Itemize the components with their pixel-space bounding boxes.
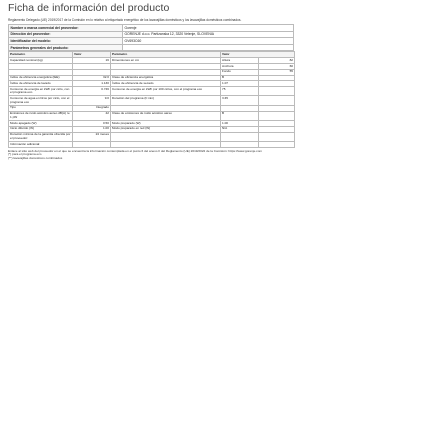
- parameter-cell-c: Índice de eficiencia de secado: [111, 81, 221, 87]
- supplier-key: Identificador del modelo:: [9, 38, 123, 45]
- parameter-cell-d: B: [221, 75, 259, 81]
- parameter-cell-d: 1.00: [221, 120, 259, 126]
- parameter-cell-c: Duración del programa (h:min): [111, 96, 221, 105]
- parameter-cell-b: [73, 141, 111, 147]
- parameter-cell-d: Anchura: [221, 63, 259, 69]
- parameter-cell-d: N/A: [221, 126, 259, 132]
- page-title: Ficha de información del producto: [8, 2, 170, 14]
- parameter-cell-b: 0.50: [73, 120, 111, 126]
- parameter-cell-b: 32.0: [73, 75, 111, 81]
- parameter-cell-a: Inicio diferido (W): [9, 126, 73, 132]
- parameter-row: [9, 87, 295, 96]
- footer-line: Enlace al sitio web del proveedor en el que se encuentra la información contemplada en el punto 6 del anexo II del Reglamento (UE) 2019/2022 de la Comisión: https://www.gorenje.com: [8, 148, 263, 153]
- parameter-cell-b: Integrado: [73, 105, 111, 111]
- supplier-key: Parámetros generales del producto:: [9, 44, 123, 51]
- parameter-cell-c: Clase de emisiones de ruido acústico aéreo: [111, 111, 221, 120]
- header-value-2: Valor: [221, 52, 295, 58]
- parameter-cell-d: B: [221, 111, 259, 120]
- parameter-cell-b: 1.130: [73, 81, 111, 87]
- parameter-cell-a: Tipo: [9, 105, 73, 111]
- supplier-key: Dirección del proveedor:: [9, 31, 123, 38]
- parameter-cell-b: 9.0: [73, 96, 111, 105]
- supplier-value: GORENJE d.o.o. Partizanska 12, 3320 Velenje, SLOVENIA: [123, 31, 294, 38]
- parameter-cell-e: 60: [259, 63, 295, 69]
- parameter-cell-c: [111, 141, 221, 147]
- parameter-row: [9, 141, 295, 147]
- footer-line: (*) para el programa eco: [8, 152, 42, 157]
- parameter-cell-e: [259, 132, 295, 141]
- supplier-value: [123, 44, 294, 51]
- intro-text: Reglamento Delegado (UE) 2019/2017 de la Comisión en lo relativo al etiquetado energético de los lavavajillas domésticos y los lavavajillas domésticos combinados.: [8, 18, 242, 22]
- parameter-cell-d: 3:45: [221, 96, 259, 105]
- product-info-sheet: [8, 0, 430, 161]
- parameter-cell-a: Información adicional:: [9, 141, 73, 147]
- supplier-row: [9, 44, 294, 51]
- header-value-1: Valor: [73, 52, 111, 58]
- parameter-cell-b: 24 meses: [73, 132, 111, 141]
- parameter-cell-d: Fondo: [221, 69, 259, 75]
- parameter-cell-e: [259, 96, 295, 105]
- parameter-cell-d: [221, 132, 259, 141]
- parameter-cell-b: 0.746: [73, 87, 111, 96]
- parameter-cell-c: Consumo de energía en kWh por 100 ciclos, con el programa eco: [111, 87, 221, 96]
- parameter-cell-d: 1.07: [221, 81, 259, 87]
- supplier-row: [9, 31, 294, 38]
- parameter-cell-e: [259, 141, 295, 147]
- footer-notes: [8, 150, 294, 161]
- parameter-cell-a: Capacidad nominal (kg): [9, 58, 73, 64]
- parameter-cell-e: 82: [259, 58, 295, 64]
- parameter-cell-d: [221, 141, 259, 147]
- parameter-cell-c: Dimensiones en cm: [111, 58, 221, 64]
- parameter-cell-a: Consumo de agua en litros por ciclo, con el programa eco: [9, 96, 73, 105]
- parameter-cell-d: Altura: [221, 58, 259, 64]
- footer-line: (**) lavavajillas domésticos combinados: [8, 156, 63, 161]
- parameter-row: [9, 111, 295, 120]
- parameters-table: [8, 51, 295, 147]
- parameter-cell-b: 42: [73, 111, 111, 120]
- parameter-row: [9, 96, 295, 105]
- parameter-row: [9, 132, 295, 141]
- parameter-cell-e: [259, 87, 295, 96]
- parameter-cell-c: Modo preparado (W): [111, 120, 221, 126]
- supplier-value: Gorenje: [123, 25, 294, 32]
- parameter-cell-c: Clase de eficiencia energética: [111, 75, 221, 81]
- supplier-value: GV693C60: [123, 38, 294, 45]
- parameter-cell-a: Emisiones de ruido acústico aéreo dB(A) re 1 pW: [9, 111, 73, 120]
- supplier-row: [9, 25, 294, 32]
- parameter-cell-a: Índice de eficiencia de lavado: [9, 81, 73, 87]
- parameter-cell-e: 55: [259, 69, 295, 75]
- parameter-cell-b: 1.00: [73, 126, 111, 132]
- parameter-cell-a: Duración mínima de la garantía ofrecida por el proveedor:: [9, 132, 73, 141]
- header-parameter-2: Parámetro: [111, 52, 221, 58]
- supplier-table: [8, 24, 294, 51]
- supplier-row: [9, 38, 294, 45]
- parameter-cell-d: 75: [221, 87, 259, 96]
- parameter-cell-a: Índice de eficiencia energética (IEE): [9, 75, 73, 81]
- supplier-key: Nombre o marca comercial del proveedor:: [9, 25, 123, 32]
- parameter-cell-e: [259, 111, 295, 120]
- parameter-cell-c: Modo preparado en red (W): [111, 126, 221, 132]
- header-parameter-1: Parámetro: [9, 52, 73, 58]
- parameter-cell-a: Consumo de energía en kWh por ciclo, con el programa eco: [9, 87, 73, 96]
- parameter-cell-c: [111, 132, 221, 141]
- parameter-cell-a: Modo apagado (W): [9, 120, 73, 126]
- parameter-cell-b: 16: [73, 58, 111, 64]
